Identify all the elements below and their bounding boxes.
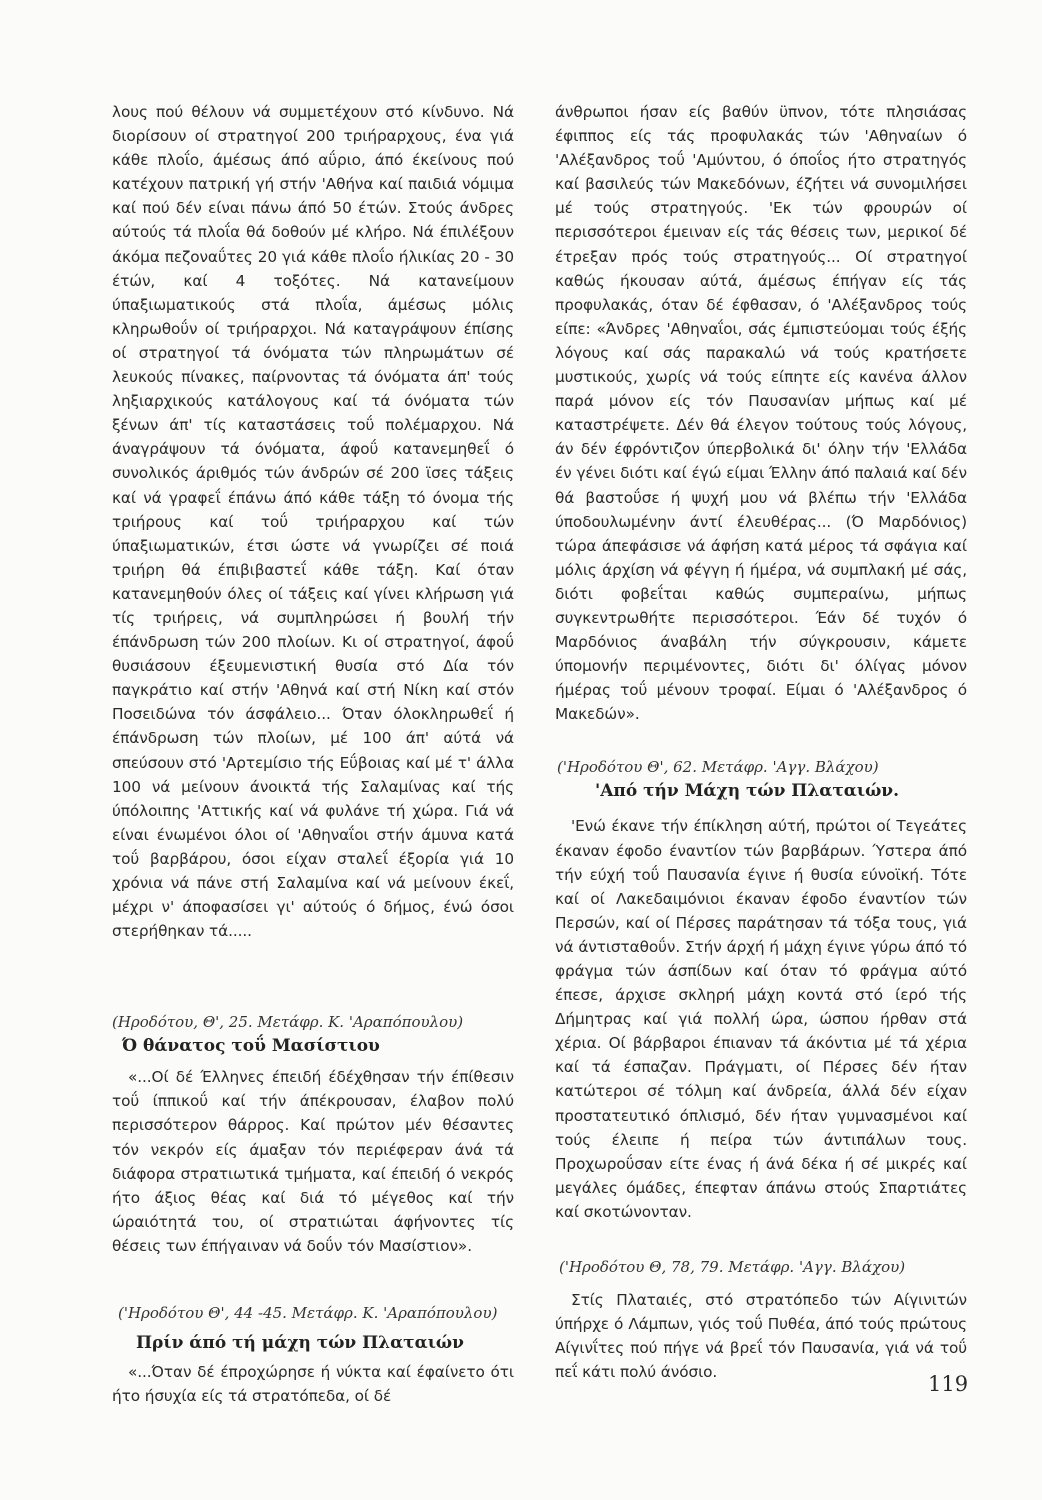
citation: ('Ηροδότου Θ, 78, 79. Μετάφρ. 'Αγγ. Βλάχου) xyxy=(559,1258,906,1277)
paragraph: άνθρωποι ήσαν είς βαθύν ϋπνον, τότε πλησιάσας έφιππος είς τάς προφυλακάς τών 'Αθηναίων ό 'Αλέξανδρος τοΰ 'Αμύντου, ό όποΐος ήτο στρατηγός καί βασιλεύς τών Μακεδόνων, έζήτει νά συνομιλήσει μέ τούς στρατηγούς. 'Εκ τών φρουρών οί περισσότεροι έμειναν είς τάς θέσεις των, μερικοί δέ έτρεξαν πρός τούς στρατηγούς... Οί στρατηγοί καθώς ήκουσαν αύτά, άμέσως έπήγαν είς τάς προφυλακάς, όταν δέ έφθασαν, ό 'Αλέξανδρος τούς είπε: «Άνδρες 'Αθηναΐοι, σάς έμπιστεύομαι τούς έξής λόγους καί σάς παρακαλώ νά τούς κρατήσετε μυστικούς, χωρίς νά τούς είπητε είς κανένα άλλον παρά μόνον είς τόν Παυσανίαν μήπως καί μέ καταστρέψετε. Δέν θά έλεγον τούτους τούς λόγους, άν δέν έφρόντιζον ύπερβολικά δι' όλην τήν 'Ελλάδα έν γένει διότι καί έγώ είμαι Έλλην άπό παλαιά καί δέν θά βαστοΰσε ή ψυχή μου νά βλέπω τήν 'Ελλάδα ύποδουλωμένην άντί έλευθέρας... (Ό Μαρδόνιος) τώρα άπεφάσισε νά άφήση κατά μέρος τά σφάγια καί μόλις άρχίση νά φέγγη ή ήμέρα, νά συμπλακή μέ σάς, διότι φοβεΐται καθώς συμπεραίνω, μήπως συγκεντρωθήτε περισσότεροι. Έάν δέ τυχόν ό Μαρδόνιος άναβάλη τήν σύγκρουσιν, κάμετε ύπομονήν περιμένοντες, διότι δι' όλίγας μόνον ήμέρας τοΰ μένουν τροφαί. Είμαι ό 'Αλέξανδρος ό Μακεδών». xyxy=(555,103,967,724)
section-heading: Πρίν άπό τή μάχη τών Πλαταιών xyxy=(136,1333,464,1354)
section-heading: 'Από τήν Μάχη τών Πλαταιών. xyxy=(595,781,900,802)
citation: ('Ηροδότου Θ', 62. Μετάφρ. 'Αγγ. Βλάχου) xyxy=(557,758,879,777)
page-number: 119 xyxy=(928,1372,969,1396)
left-column xyxy=(112,100,514,1408)
paragraph: «...Όταν δέ έπροχώρησε ή νύκτα καί έφαίνετο ότι ήτο ήσυχία είς τά στρατόπεδα, οί δέ xyxy=(112,1363,514,1406)
paragraph: «...Οί δέ Έλληνες έπειδή έδέχθησαν τήν έπίθεσιν τοΰ ίππικοΰ καί τήν άπέκρουσαν, έλαβον πολύ περισσότερον θάρρος. Καί πρώτον μέν θέσαντες τόν νεκρόν είς άμαξαν τόν περιέφεραν άνά τά διάφορα στρατιωτικά τμήματα, καί έπειδή ό νεκρός ήτο άξιος θέας καί διά τό μέγεθος καί τήν ώραιότητά του, οί στρατιώται άφήνοντες τίς θέσεις των έπήγαιναν νά δοΰν τόν Μασίστιον». xyxy=(112,1068,514,1255)
citation: ('Ηροδότου Θ', 44 -45. Μετάφρ. Κ. 'Αραπόπουλου) xyxy=(118,1304,498,1323)
citation: (Ηροδότου, Θ', 25. Μετάφρ. Κ. 'Αραπόπουλου) xyxy=(112,1013,464,1032)
right-column xyxy=(555,100,967,1384)
section-heading: Ό θάνατος τοΰ Μασίστιου xyxy=(122,1036,380,1057)
paragraph: 'Ενώ έκανε τήν έπίκληση αύτή, πρώτοι οί Τεγεάτες έκαναν έφοδο έναντίον τών βαρβάρων. Ύστερα άπό τήν εύχή τοΰ Παυσανία έγινε ή θυσία εύνοϊκή. Τότε καί οί Λακεδαιμόνιοι έκαναν έφοδο έναντίον τών Περσών, καί οί Πέρσες παράτησαν τά τόξα τους, γιά νά άντισταθοΰν. Στήν άρχή ή μάχη έγινε γύρω άπό τό φράγμα τών άσπίδων καί όταν τό φράγμα αύτό έπεσε, άρχισε σκληρή μάχη κοντά στό ίερό τής Δήμητρας καί γιά πολλή ώρα, ώσπου ήρθαν στά χέρια. Οί βάρβαροι έπιαναν τά άκόντια μέ τά χέρια καί τά έσπαζαν. Πράγματι, οί Πέρσες δέν ήταν κατώτεροι σέ τόλμη καί άνδρεία, άλλά δέν είχαν προστατευτικό όπλισμό, δέν ήταν γυμνασμένοι καί τούς έλειπε ή πείρα τών άντιπάλων τους. Προχωροΰσαν είτε ένας ή άνά δέκα ή σέ μικρές καί μεγάλες όμάδες, έπεφταν άπάνω στούς Σπαρτιάτες καί σκοτώνονταν. xyxy=(555,817,967,1221)
paragraph: Στίς Πλαταιές, στό στρατόπεδο τών Αίγινιτών ύπήρχε ό Λάμπων, γιός τοΰ Πυθέα, άπό τούς πρώτους Αίγινΐτες πού πήγε νά βρεΐ τόν Παυσανία, γιά νά τοΰ πεΐ κάτι πολύ άνόσιο. xyxy=(555,1291,967,1382)
paragraph: λους πού θέλουν νά συμμετέχουν στό κίνδυνο. Νά διορίσουν οί στρατηγοί 200 τριήραρχους, ένα γιά κάθε πλοΐο, άμέσως άπό αΰριο, άπό έκείνους πού κατέχουν πατρική γή στήν 'Αθήνα καί παιδιά νόμιμα καί πού δέν είναι πάνω άπό 50 έτών. Στούς άνδρες αύτούς τά πλοΐα θά δοθούν μέ κλήρο. Νά έπιλέξουν άκόμα πεζοναΰτες 20 γιά κάθε πλοΐο ήλικίας 20 - 30 έτών, καί 4 τοξότες. Νά κατανείμουν ύπαξιωματικούς στά πλοΐα, άμέσως μόλις κληρωθοΰν οί τριήραρχοι. Νά καταγράψουν έπίσης οί στρατηγοί τά όνόματα τών πληρωμάτων σέ λευκούς πίνακες, παίρνοντας τά όνόματα άπ' τούς ληξιαρχικούς κατάλογους καί τά όνόματα τών ξένων άπ' τίς καταστάσεις τοΰ πολέμαρχου. Νά άναγράψουν τά όνόματα, άφοΰ κατανεμηθεΐ ό συνολικός άριθμός τών άνδρών σέ 200 ϊσες τάξεις καί νά γραφεΐ έπάνω άπό κάθε τάξη τό όνομα τής τριήρους καί τοΰ τριήραρχου καί τών ύπαξιωματικών, έτσι ώστε νά γνωρίζει σέ ποιά τριήρη θά έπιβιβαστεΐ κάθε τάξη. Καί όταν κατανεμηθούν όλες οί τάξεις καί γίνει κλήρωση γιά τίς τριήρεις, νά συμπληρώσει ή βουλή τήν έπάνδρωση τών 200 πλοίων. Κι οί στρατηγοί, άφοΰ θυσιάσουν έξευμενιστική θυσία στό Δία τόν παγκράτιο καί στήν 'Αθηνά καί στή Νίκη καί στόν Ποσειδώνα τόν άσφάλειο... Όταν όλοκληρωθεΐ ή έπάνδρωση τών πλοίων, μέ 100 άπ' αύτά νά σπεύσουν στό 'Αρτεμίσιο τής Εΰβοιας καί μέ τ' άλλα 100 νά μείνουν άνοικτά τής Σαλαμίνας καί τής ύπόλοιπης 'Αττικής καί νά φυλάνε τή χώρα. Γιά νά είναι ένωμένοι όλοι οί 'Αθηναΐοι στήν άμυνα κατά τοΰ βαρβάρου, όσοι είχαν σταλεΐ έξορία γιά 10 χρόνια νά πάνε στή Σαλαμίνα καί νά μείνουν έκεΐ, μέχρι ν' άποφασίσει γι' αύτούς ό δήμος, ένώ όσοι στερήθηκαν τά..... xyxy=(112,103,514,941)
